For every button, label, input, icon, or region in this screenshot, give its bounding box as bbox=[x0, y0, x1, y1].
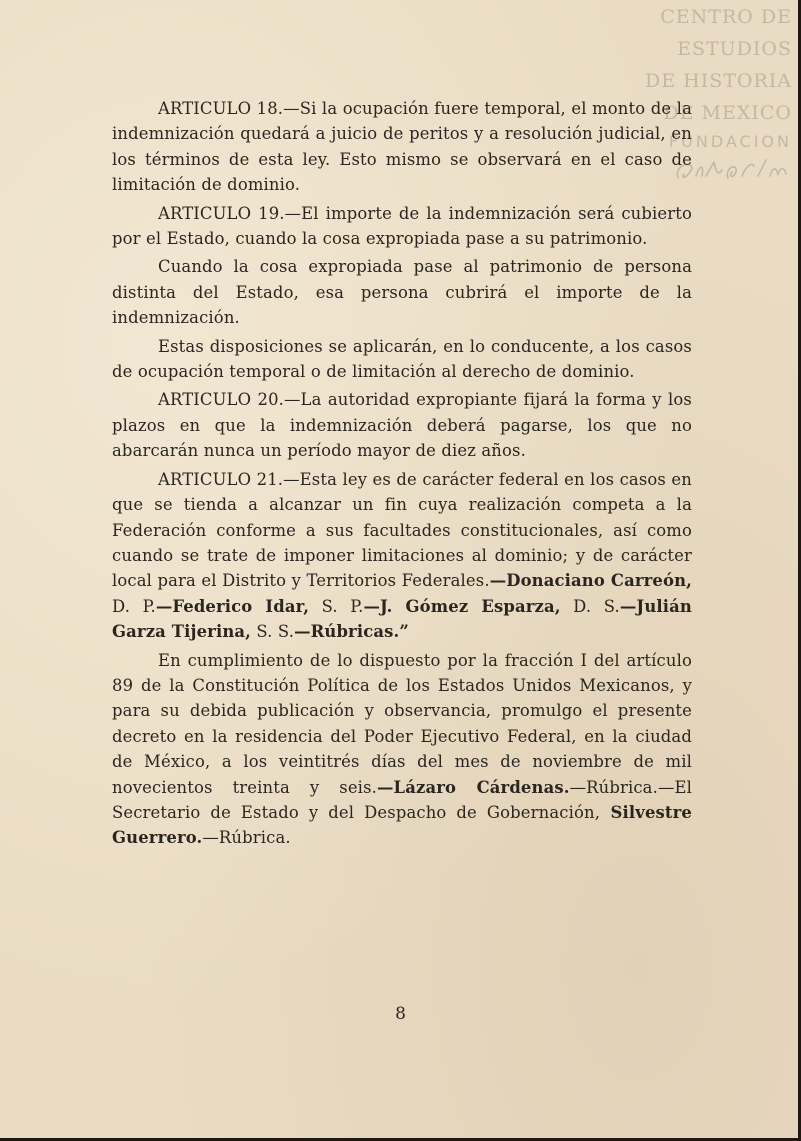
signatory-3-title: D. S. bbox=[560, 596, 620, 616]
article-19-paragraph-2: Cuando la cosa expropiada pase al patrimonio de persona distinta del Estado, esa persona cubrirá el importe de la indemnización. bbox=[112, 257, 692, 328]
watermark-line-1: CENTRO DE bbox=[660, 6, 792, 28]
secretary-signature: Silvestre Guerrero. bbox=[112, 802, 692, 848]
rubrica-final: —Rúbrica. bbox=[202, 828, 291, 848]
signatory-4: —Julián Garza Tijerina, bbox=[112, 596, 692, 642]
decree-paragraph bbox=[112, 648, 692, 851]
article-19: ARTICULO 19.—El importe de la indemnización será cubierto por el Estado, cuando la cosa expropiada pase a su patrimonio. bbox=[112, 203, 692, 249]
watermark-line-2: ESTUDIOS bbox=[677, 38, 792, 60]
president-signature: —Lázaro Cárdenas. bbox=[377, 777, 570, 797]
signatory-3: —J. Gómez Esparza, bbox=[363, 596, 561, 616]
rubricas: —Rúbricas.” bbox=[294, 622, 409, 642]
decree-text: En cumplimiento de lo dispuesto por la fracción I del artículo 89 de la Constitución Política de los Estados Unidos Mexicanos, y para su debida publicación y observancia, promulgo el presente decreto en la residencia del Poder Ejecutivo Federal, en la ciudad de México, a los veintitrés días del mes de noviembre de mil novecientos treinta y seis. bbox=[112, 650, 692, 797]
watermark-line-4: DE MEXICO bbox=[663, 102, 792, 124]
signatory-2-title: S. P. bbox=[309, 596, 364, 616]
article-21-text: ARTICULO 21.—Esta ley es de carácter federal en los casos en que se tienda a alcanzar un fin cuya realización competa a la Federación conforme a sus facultades constitucionales, así como cuando se trate de imponer limitaciones al dominio; y de carácter local para el Distrito y Territorios Federales. bbox=[112, 469, 692, 591]
article-19-paragraph-3: Estas disposiciones se aplicarán, en lo conducente, a los casos de ocupación temporal o de limitación al derecho de dominio. bbox=[112, 336, 692, 382]
secretary-intro: —Rúbrica.—El Secretario de Estado y del Despacho de Gobernación, bbox=[112, 777, 692, 822]
article-21 bbox=[112, 467, 692, 645]
signatory-4-title: S. S. bbox=[251, 622, 295, 642]
document-body bbox=[112, 96, 692, 851]
watermark-line-3: DE HISTORIA bbox=[644, 70, 792, 92]
signatory-2: —Federico Idar, bbox=[155, 596, 310, 616]
signatory-1: —Donaciano Carreón, bbox=[489, 571, 692, 591]
watermark-foundation: FUNDACION bbox=[668, 132, 792, 151]
page-number: 8 bbox=[395, 1004, 406, 1024]
article-20: ARTICULO 20.—La autoridad expropiante fijará la forma y los plazos en que la indemnización deberá pagarse, los que no abarcarán nunca un período mayor de diez años. bbox=[112, 390, 692, 461]
signatory-1-title: D. P. bbox=[112, 596, 156, 616]
article-18: ARTICULO 18.—Si la ocupación fuere temporal, el monto de la indemnización quedará a juicio de peritos y a resolución judicial, en los términos de esta ley. Esto mismo se observará en el caso de limitación de dominio. bbox=[112, 99, 692, 195]
